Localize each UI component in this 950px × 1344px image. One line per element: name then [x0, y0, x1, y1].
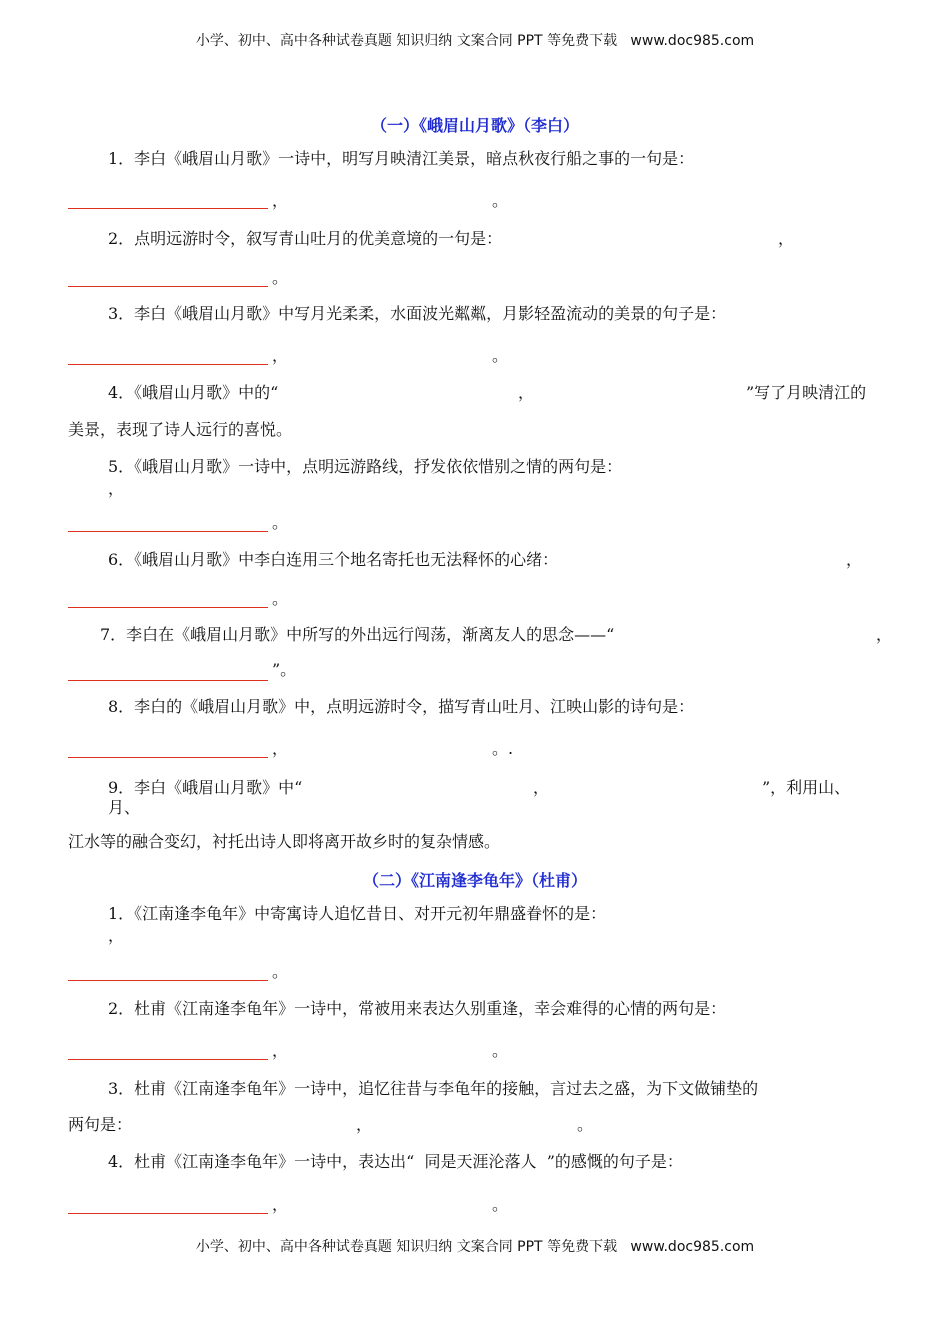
- question-1-6: 6．《峨眉山月歌》中李白连用三个地名寄托也无法释怀的心绪：: [108, 550, 559, 569]
- section-title-2: （二）《江南逢李龟年》（杜甫）: [362, 871, 587, 890]
- question-1-4-line2: 美景，表现了诗人远行的喜悦。: [68, 420, 293, 439]
- comma-1-8: ，: [272, 739, 289, 758]
- period-2-4: 。: [492, 1195, 509, 1214]
- comma-2-2: ，: [272, 1041, 289, 1060]
- period-2-1: 。: [272, 962, 289, 981]
- comma-2-3: ，: [356, 1115, 373, 1134]
- period-1-2: 。: [272, 268, 289, 287]
- question-1-3: 3．李白《峨眉山月歌》中写月光柔柔，水面波光粼粼，月影轻盈流动的美景的句子是：: [108, 304, 727, 323]
- question-1-9-line2: 江水等的融合变幻，衬托出诗人即将离开故乡时的复杂情感。: [68, 832, 501, 851]
- answer-blank-1-2[interactable]: [68, 286, 268, 287]
- answer-blank-2-1[interactable]: [68, 980, 268, 981]
- question-1-5: 5．《峨眉山月歌》一诗中，点明远游路线，抒发依依惜别之情的两句是：: [108, 457, 623, 476]
- comma-1-5: ，: [108, 479, 125, 498]
- answer-blank-2-4[interactable]: [68, 1213, 268, 1214]
- question-1-1: 1．李白《峨眉山月歌》一诗中，明写月映清江美景，暗点秋夜行船之事的一句是：: [108, 149, 695, 168]
- comma-2-4: ，: [272, 1195, 289, 1214]
- page-footer: 小学、初中、高中各种试卷真题 知识归纳 文案合同 PPT 等免费下载 www.doc985.com: [195, 1239, 755, 1255]
- period-1-6: 。: [272, 589, 289, 608]
- comma-1-6: ，: [846, 550, 863, 569]
- answer-blank-1-8[interactable]: [68, 757, 268, 758]
- question-2-4: 4．杜甫《江南逢李龟年》一诗中，表达出“ 同是天涯沦落人 ”的感慨的句子是：: [108, 1152, 683, 1171]
- comma-1-1: ，: [272, 191, 289, 210]
- answer-blank-2-2[interactable]: [68, 1059, 268, 1060]
- comma-1-3: ，: [272, 346, 289, 365]
- quote-end-1-7: ”。: [272, 660, 297, 679]
- answer-blank-1-3[interactable]: [68, 364, 268, 365]
- question-2-3-line2: 两句是：: [68, 1115, 133, 1134]
- question-1-9: 9．李白《峨眉山月歌》中“: [108, 778, 303, 797]
- question-1-4: 4．《峨眉山月歌》中的“: [108, 383, 279, 402]
- question-2-2: 2．杜甫《江南逢李龟年》一诗中，常被用来表达久别重逢，幸会难得的心情的两句是：: [108, 999, 727, 1018]
- answer-blank-1-7[interactable]: [68, 680, 268, 681]
- comma-1-9: ，: [533, 778, 550, 797]
- comma-1-2: ，: [778, 229, 795, 248]
- section-title-1: （一）《峨眉山月歌》（李白）: [370, 116, 579, 135]
- question-2-3: 3．杜甫《江南逢李龟年》一诗中，追忆往昔与李龟年的接触，言过去之盛，为下文做铺垫的: [108, 1079, 759, 1098]
- page-header: 小学、初中、高中各种试卷真题 知识归纳 文案合同 PPT 等免费下载 www.doc985.com: [195, 33, 755, 49]
- answer-blank-1-6[interactable]: [68, 607, 268, 608]
- period-1-1: 。: [492, 191, 509, 210]
- comma-1-4: ，: [518, 383, 535, 402]
- question-1-4-tail: ”写了月映清江的: [746, 383, 867, 402]
- period-1-8: 。.: [492, 739, 514, 758]
- question-1-9-tail: ”，利用山、: [762, 778, 851, 797]
- answer-blank-1-5[interactable]: [68, 531, 268, 532]
- period-1-5: 。: [272, 513, 289, 532]
- question-1-9-wrap: 月、: [108, 798, 141, 817]
- period-2-3: 。: [577, 1115, 594, 1134]
- comma-1-7: ，: [876, 625, 893, 644]
- comma-2-1: ，: [108, 926, 125, 945]
- question-2-1: 1．《江南逢李龟年》中寄寓诗人追忆昔日、对开元初年鼎盛眷怀的是：: [108, 904, 607, 923]
- period-1-3: 。: [492, 346, 509, 365]
- question-1-8: 8．李白的《峨眉山月歌》中，点明远游时令，描写青山吐月、江映山影的诗句是：: [108, 697, 695, 716]
- question-1-7: 7．李白在《峨眉山月歌》中所写的外出远行闯荡，渐离友人的思念——“: [100, 625, 615, 644]
- period-2-2: 。: [492, 1041, 509, 1060]
- answer-blank-1-1[interactable]: [68, 208, 268, 209]
- question-1-2: 2．点明远游时令，叙写青山吐月的优美意境的一句是：: [108, 229, 503, 248]
